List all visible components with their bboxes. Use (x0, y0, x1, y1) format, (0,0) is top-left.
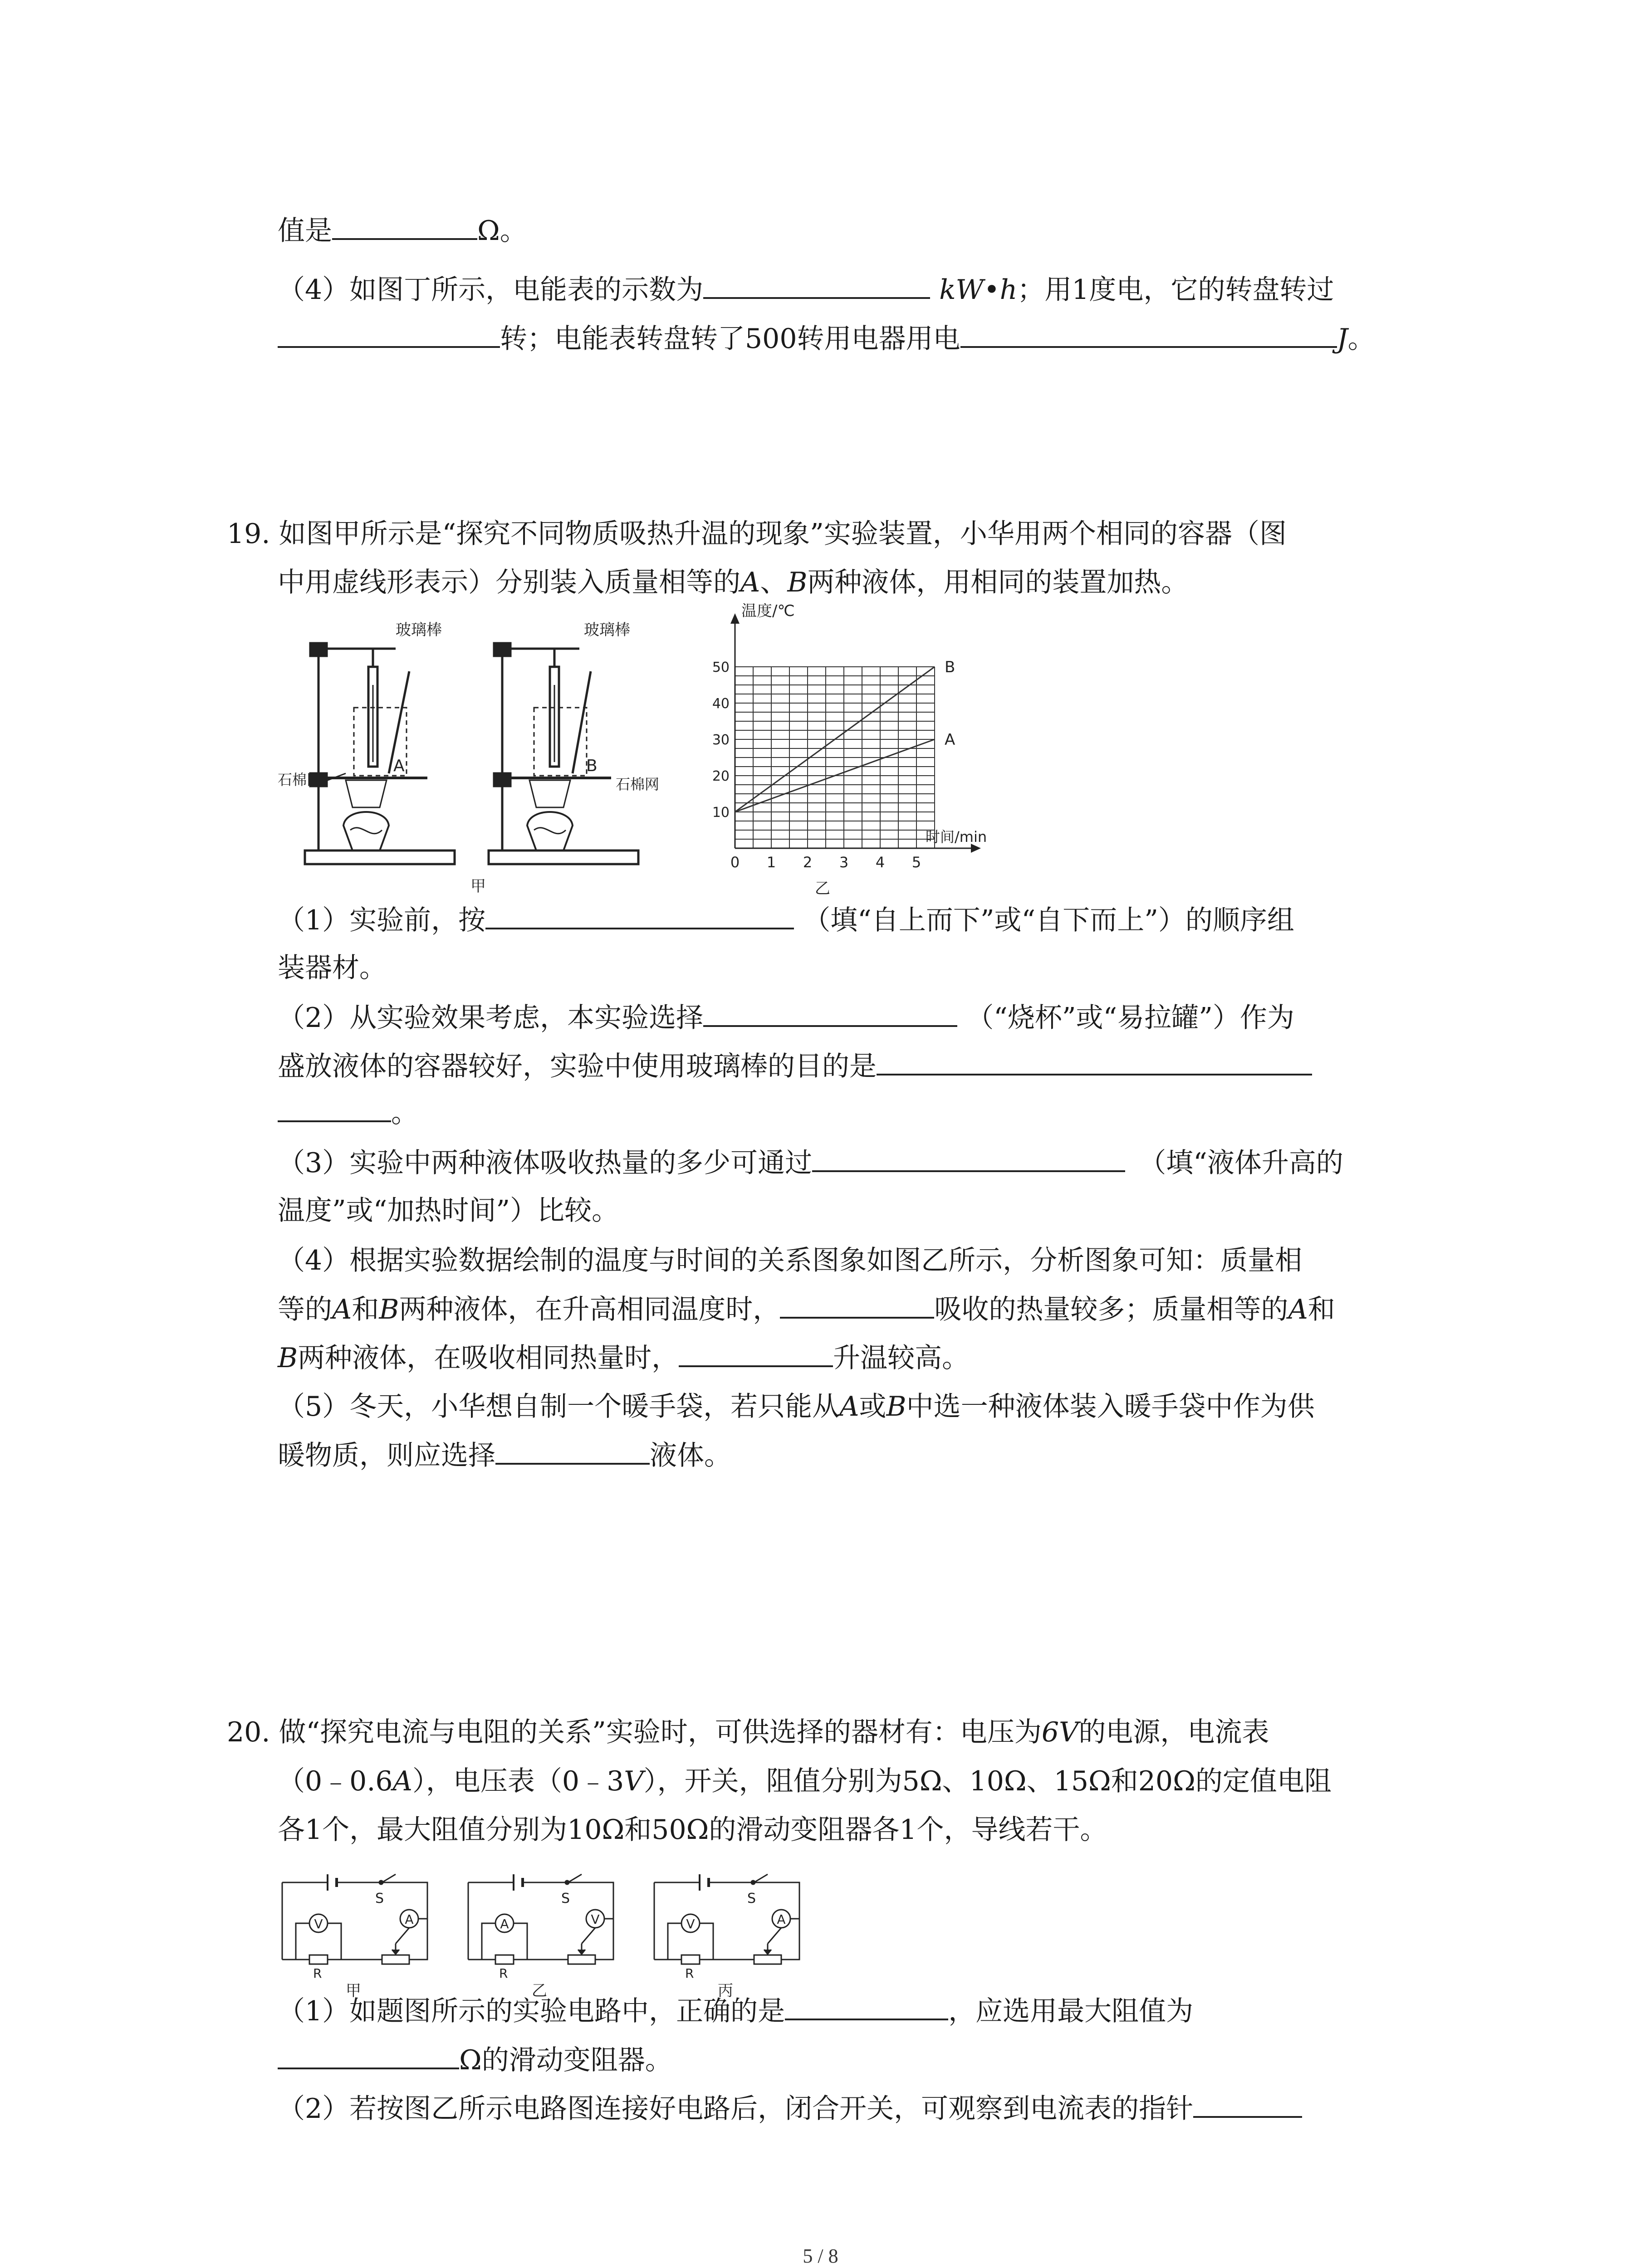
resistor-label: R (685, 1966, 694, 1981)
switch-contact (379, 1881, 383, 1884)
q20-part2-line1: （2）若按图乙所示电路图连接好电路后，闭合开关，可观察到电流表的指针 (278, 2091, 1302, 2126)
meter-right-label: V (591, 1912, 600, 1927)
circuit-丙 (654, 1874, 799, 2000)
cup-label-b: B (586, 757, 598, 775)
rheostat-icon (754, 1955, 781, 1964)
figure-jia-apparatus (278, 617, 677, 898)
caption-jia: 甲 (470, 877, 486, 895)
y-tick-label: 30 (712, 732, 730, 748)
temperature-time-chart (708, 603, 1053, 898)
x-tick-label: 3 (839, 854, 849, 871)
answer-blank[interactable] (495, 1438, 650, 1465)
answer-blank[interactable] (812, 1146, 1125, 1172)
meter-right-label: A (777, 1912, 786, 1927)
q19-intro-line2: 中用虚线形表示）分别装入质量相等的A、B两种液体，用相同的装置加热。 (278, 567, 1189, 598)
q19-part2-line1: （2）从实验效果考虑，本实验选择 （“烧杯”或“易拉罐”）作为 (278, 1000, 1294, 1036)
series-label-B: B (945, 658, 955, 676)
net-label-left: 石棉网 (278, 771, 322, 788)
rheostat-icon (382, 1955, 409, 1964)
meter-left-label: V (686, 1916, 695, 1931)
chart-axes (730, 613, 981, 853)
q20-part1-line2: Ω的滑动变阻器。 (278, 2043, 672, 2078)
rheostat-slider-arrow (578, 1950, 585, 1954)
x-tick-label: 2 (803, 854, 813, 871)
y-tick-label: 40 (712, 696, 730, 712)
resistor-icon (495, 1955, 514, 1964)
answer-blank[interactable] (679, 1341, 833, 1367)
q19-part2-line3: 。 (278, 1095, 418, 1131)
answer-blank[interactable] (1193, 2092, 1302, 2118)
q20-part1-line1: （1）如题图所示的实验电路中，正确的是 ，应选用最大阻值为 (278, 1994, 1193, 2029)
switch-icon (568, 1874, 582, 1882)
y-tick-label: 10 (712, 805, 730, 821)
stand-left (305, 643, 455, 864)
switch-icon (382, 1874, 396, 1882)
meter-right-label: A (405, 1912, 414, 1927)
q18-line1: 值是 Ω。 (278, 213, 527, 249)
figure-yi-chart (708, 603, 1053, 898)
switch-icon (754, 1874, 768, 1882)
q20-intro-line1: 20. 做“探究电流与电阻的关系”实验时，可供选择的器材有：电压为6V的电源，电流表 (227, 1716, 1269, 1748)
q19-intro-line1: 19. 如图甲所示是“探究不同物质吸热升温的现象”实验装置，小华用两个相同的容器（图 (227, 518, 1287, 550)
switch-label: S (561, 1891, 570, 1906)
switch-contact (565, 1881, 569, 1884)
answer-blank[interactable] (877, 1049, 1312, 1075)
resistor-label: R (499, 1966, 508, 1981)
circuit-caption: 甲 (346, 1982, 361, 2000)
answer-blank[interactable] (785, 1994, 948, 2020)
circuit-figures (278, 1864, 845, 2000)
answer-blank[interactable] (703, 273, 930, 299)
x-axis-label: 时间/min (926, 828, 987, 846)
rheostat-icon (568, 1955, 595, 1964)
answer-blank[interactable] (278, 1096, 391, 1122)
x-tick-label: 5 (911, 854, 921, 871)
answer-blank[interactable] (780, 1292, 934, 1319)
y-axis-arrow (730, 613, 740, 624)
circuit-diagrams (278, 1864, 845, 2000)
x-tick-label: 4 (875, 854, 885, 871)
q19-part3-line2: 温度”或“加热时间”）比较。 (278, 1195, 619, 1227)
q20-intro-line3: 各1个，最大阻值分别为10Ω和50Ω的滑动变阻器各1个，导线若干。 (278, 1814, 1107, 1846)
q19-part4-line3: B两种液体，在吸收相同热量时， 升温较高。 (278, 1340, 969, 1376)
meter-left-label: A (500, 1916, 509, 1931)
y-tick-label: 20 (712, 768, 730, 784)
resistor-label: R (313, 1966, 322, 1981)
q19-part2-line2: 盛放液体的容器较好，实验中使用玻璃棒的目的是 (278, 1049, 1312, 1084)
rod-label-right: 玻璃棒 (584, 621, 630, 639)
answer-blank[interactable] (278, 322, 500, 348)
circuit-乙 (468, 1874, 613, 2000)
switch-label: S (747, 1891, 756, 1906)
switch-contact (751, 1881, 755, 1884)
q19-part4-line1: （4）根据实验数据绘制的温度与时间的关系图象如图乙所示，分析图象可知：质量相 (278, 1245, 1303, 1276)
q19-part1-line2: 装器材。 (278, 952, 387, 984)
q20-intro-line2: （0﹣0.6A），电压表（0﹣3V），开关，阻值分别为5Ω、10Ω、15Ω和20Ω的定值电阻 (278, 1765, 1332, 1797)
y-axis-label: 温度/℃ (741, 603, 795, 620)
rod-label-left: 玻璃棒 (396, 621, 442, 639)
cup-label-a: A (393, 757, 405, 775)
chart-caption: 乙 (815, 880, 830, 898)
page-number: 5 / 8 (803, 2245, 838, 2267)
rheostat-slider-arrow (392, 1950, 399, 1954)
y-tick-label: 50 (712, 660, 730, 675)
answer-blank[interactable] (703, 1001, 957, 1027)
q18-line2: （4）如图丁所示，电能表的示数为 kW•h；用1度电，它的转盘转过 (278, 272, 1334, 308)
chart-grid (735, 667, 935, 848)
net-label-right: 石棉网 (616, 776, 660, 793)
series-label-A: A (945, 731, 955, 749)
circuit-caption: 乙 (532, 1982, 547, 2000)
stand-right (489, 643, 638, 864)
q19-part5-line2: 暖物质，则应选择 液体。 (278, 1438, 731, 1473)
answer-blank[interactable] (960, 322, 1337, 348)
circuit-甲 (282, 1874, 427, 2000)
resistor-icon (681, 1955, 700, 1964)
x-tick-label: 0 (730, 854, 740, 871)
q19-part4-line2: 等的A和B两种液体，在升高相同温度时， 吸收的热量较多；质量相等的A和 (278, 1292, 1335, 1327)
q19-part5-line1: （5）冬天，小华想自制一个暖手袋，若只能从A或B中选一种液体装入暖手袋中作为供 (278, 1391, 1315, 1422)
rheostat-slider-arrow (764, 1950, 771, 1954)
switch-label: S (375, 1891, 384, 1906)
q19-part1-line1: （1）实验前，按 （填“自上而下”或“自下而上”）的顺序组 (278, 903, 1294, 938)
resistor-icon (309, 1955, 328, 1964)
answer-blank[interactable] (278, 2043, 459, 2069)
meter-left-label: V (314, 1916, 323, 1931)
q19-part3-line1: （3）实验中两种液体吸收热量的多少可通过 （填“液体升高的 (278, 1145, 1343, 1181)
answer-blank[interactable] (332, 214, 477, 240)
circuit-caption: 丙 (718, 1982, 733, 2000)
answer-blank[interactable] (485, 903, 794, 929)
x-tick-label: 1 (766, 854, 776, 871)
apparatus-drawing (278, 617, 677, 898)
q18-line3: 转；电能表转盘转了500转用电器用电 J。 (278, 321, 1375, 357)
